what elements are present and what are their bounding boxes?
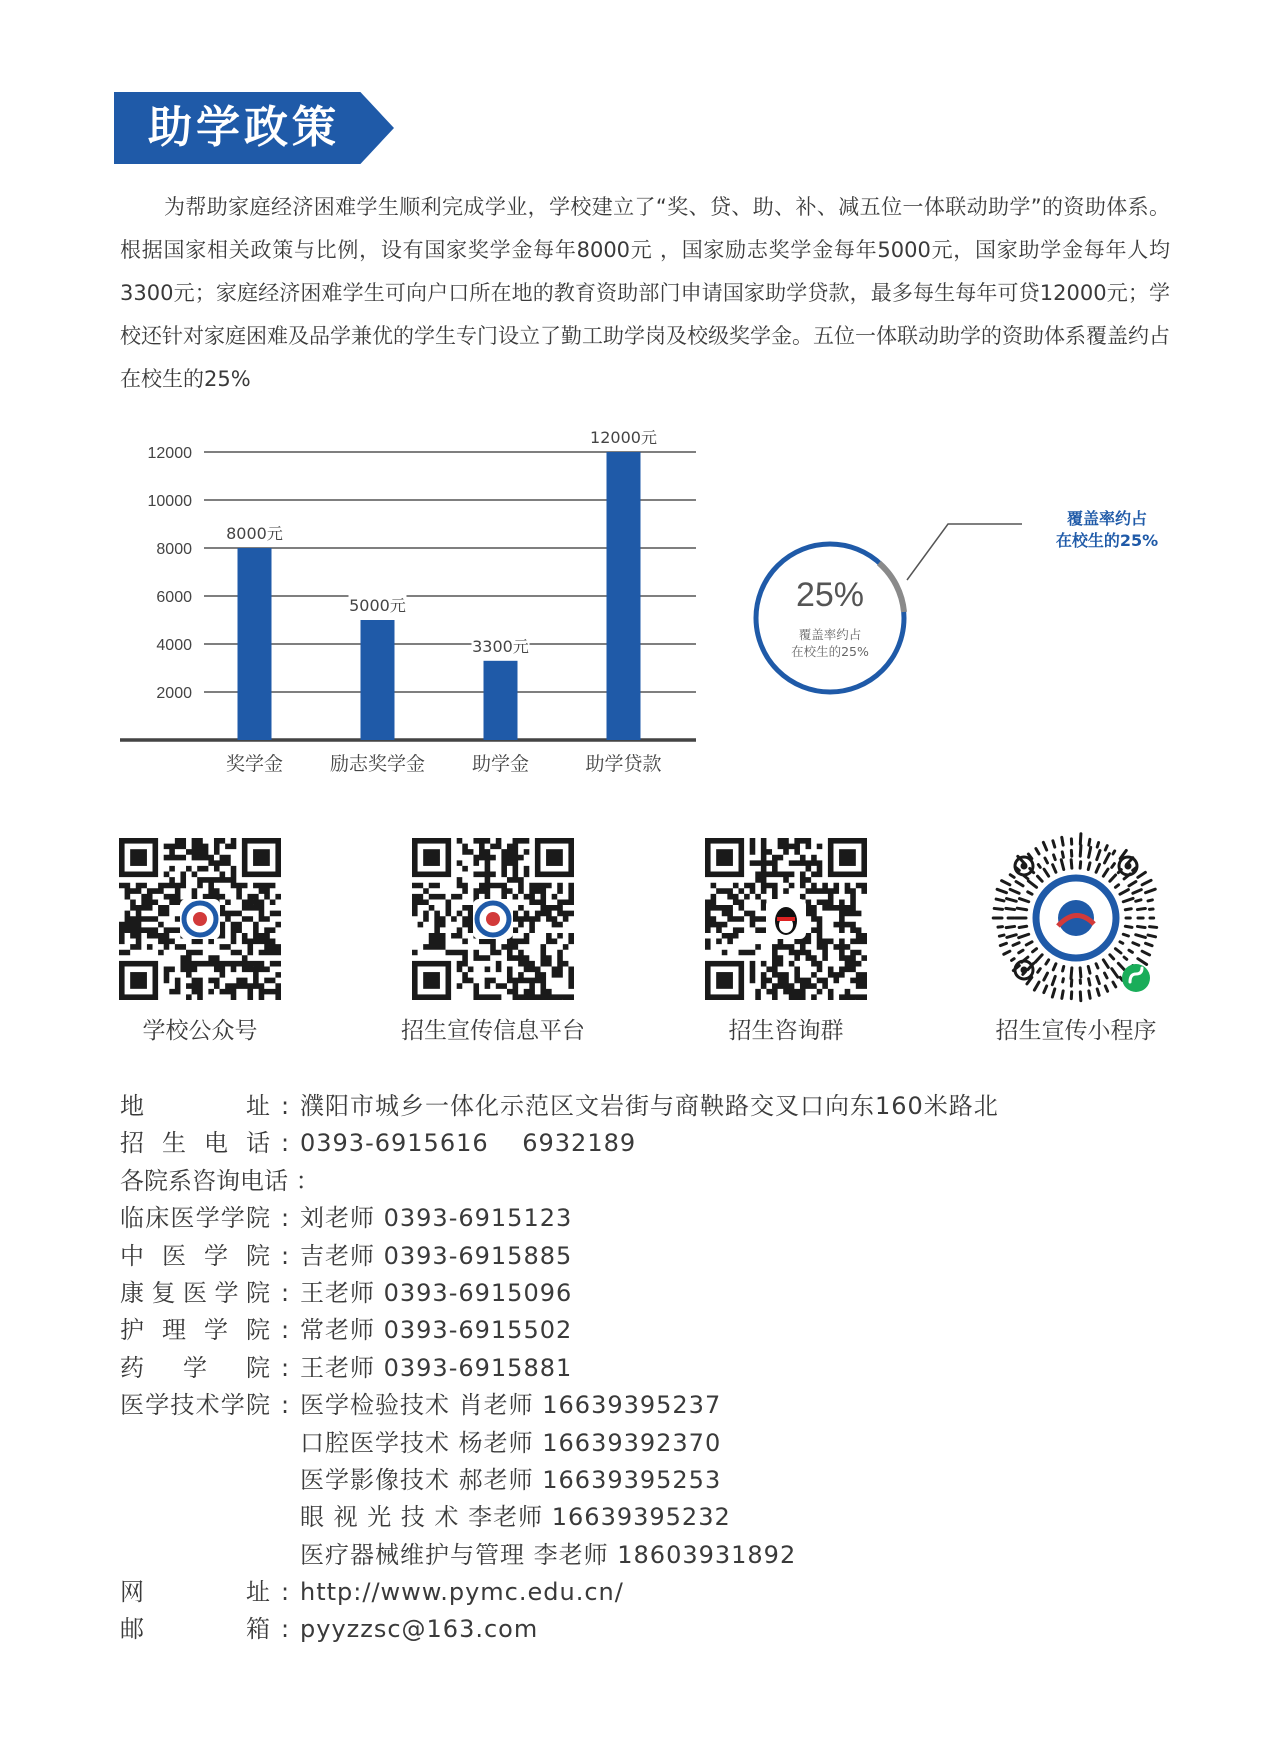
callout-line2: 在校生的25%	[1055, 531, 1159, 550]
qr-consult-group[interactable]	[666, 838, 906, 1045]
y-tick-label: 12000	[147, 445, 192, 462]
sun-code-ray	[1146, 943, 1153, 945]
y-tick-label: 10000	[147, 493, 192, 510]
sun-code-ray	[1138, 872, 1146, 877]
tech-sub-row	[120, 1462, 1220, 1499]
sun-code-ray	[1028, 881, 1036, 887]
email-key: 邮箱	[120, 1615, 270, 1644]
qr-mini-program[interactable]	[956, 838, 1196, 1045]
sun-code-ray	[1105, 854, 1110, 863]
sun-code-ray	[1088, 863, 1090, 870]
sun-code-ray	[1129, 882, 1136, 886]
sun-code-ray	[1110, 955, 1114, 959]
sun-code-ray	[994, 908, 1002, 909]
sun-code-ray	[1080, 862, 1081, 868]
sun-code-ray	[1080, 845, 1081, 856]
address-value: 濮阳市城乡一体化示范区文岩街与商鞅路交叉口向东160米路北	[300, 1092, 999, 1120]
sun-code-ray	[1113, 982, 1116, 987]
bar-chart-svg	[120, 418, 720, 790]
dept-row: 护理学院 : 常老师 0393-6915502	[120, 1312, 1220, 1349]
callout-line1: 覆盖率约占	[1066, 509, 1147, 528]
sun-code-ray	[1137, 926, 1145, 927]
sun-code-ray	[1088, 966, 1090, 973]
dept-value: 医学检验技术 肖老师 16639395237	[300, 1391, 722, 1420]
section-title: 助学政策	[148, 102, 340, 153]
sun-code-ray	[1016, 882, 1023, 886]
dept-header: 各院系咨询电话 ：	[120, 1166, 320, 1195]
bar	[607, 452, 641, 740]
contact-email: 邮箱 : pyyzzsc@163.com	[120, 1611, 1220, 1648]
dept-key: 医学技术学院	[120, 1391, 270, 1420]
dept-value: 吉老师 0393-6915885	[300, 1241, 573, 1270]
sun-code-ray	[1123, 898, 1133, 901]
dept-value: 刘老师 0393-6915123	[300, 1204, 573, 1233]
sun-code-ray	[1097, 976, 1100, 983]
bar	[484, 661, 518, 740]
sun-code-ray	[1052, 989, 1054, 997]
dept-row: 药学院 : 王老师 0393-6915881	[120, 1350, 1220, 1387]
sun-code-ray	[1080, 968, 1081, 977]
sun-code-ray	[1097, 843, 1098, 848]
dept-value: 常老师 0393-6915502	[300, 1316, 573, 1345]
sun-code-ray	[1063, 966, 1064, 970]
sun-code-ray	[997, 889, 1006, 892]
sun-code-ray	[1097, 851, 1100, 860]
y-tick-label: 8000	[156, 541, 192, 558]
sun-code-ray	[1124, 957, 1127, 959]
coverage-callout	[1032, 508, 1182, 552]
sun-code-ray	[1112, 864, 1115, 868]
sun-code-ray	[1054, 855, 1056, 860]
qq-group-qr-icon	[705, 838, 867, 1000]
sun-code-ray	[1034, 982, 1039, 990]
sun-code-ray	[1062, 837, 1063, 845]
sun-code-ray	[1007, 899, 1017, 902]
sun-code-ray	[1017, 908, 1026, 910]
qr-finder-core	[546, 849, 563, 866]
sun-code-ray	[1125, 926, 1132, 927]
sun-code-ray	[1123, 934, 1128, 936]
sun-code-ray	[1007, 935, 1016, 938]
sun-code-ray	[1113, 851, 1115, 854]
sun-code-ray	[1149, 927, 1156, 928]
sun-code-ray	[1044, 973, 1048, 980]
sun-code-ray	[1148, 935, 1156, 937]
dept-value: 王老师 0393-6915096	[300, 1278, 573, 1307]
coverage-caption-line2: 在校生的25%	[791, 644, 869, 659]
sun-code-ray	[1097, 989, 1099, 995]
sun-code-ray	[1120, 890, 1128, 895]
sun-code-ray	[1089, 979, 1090, 985]
tech-sub-value: 眼 视 光 技 术 李老师 16639395232	[300, 1503, 731, 1532]
bar	[238, 548, 272, 740]
sun-code-ray	[1105, 973, 1108, 978]
qr-finder-core	[253, 849, 270, 866]
sun-code-ray	[1006, 926, 1014, 927]
sun-code-ray	[1013, 943, 1019, 946]
sun-code-ray	[1046, 960, 1049, 964]
sun-code-ray	[1062, 991, 1063, 998]
y-tick-label: 6000	[156, 589, 192, 606]
qr-finder-core	[423, 849, 440, 866]
sun-code-ray	[996, 899, 1004, 901]
dept-row: 临床医学学院 : 刘老师 0393-6915123	[120, 1200, 1220, 1237]
sun-code-ray	[1148, 900, 1152, 901]
website-key: 网址	[120, 1578, 270, 1607]
sun-code-ray	[1105, 846, 1107, 850]
sun-code-ray	[1019, 950, 1023, 953]
sun-code-ray	[1142, 951, 1149, 955]
sun-code-finder-dot	[1021, 863, 1028, 870]
phone-value[interactable]: 0393-6915616 6932189	[300, 1129, 637, 1158]
sun-code-ray	[1061, 860, 1063, 870]
sun-code-ray	[1112, 969, 1118, 978]
data-label: 3300元	[472, 636, 529, 656]
sun-code-ray	[1142, 880, 1151, 884]
sun-code-ray	[1053, 841, 1055, 847]
x-tick-label: 励志奖学金	[329, 753, 426, 775]
sun-code-ray	[1105, 986, 1107, 991]
sun-code-ray	[1019, 899, 1028, 902]
school-logo-core	[193, 912, 207, 926]
sun-code-ray	[1133, 890, 1141, 894]
address-key: 地址	[120, 1092, 270, 1120]
sun-code-ray	[1138, 959, 1147, 965]
sun-code-ray	[1133, 943, 1139, 946]
sun-code-ray	[1010, 875, 1014, 878]
sun-code-finder-dot	[1021, 967, 1028, 974]
y-tick-label: 2000	[156, 685, 192, 702]
sun-code-ray	[1002, 881, 1010, 885]
sun-code-ray	[1043, 842, 1046, 850]
qr-finder-core	[716, 849, 733, 866]
sun-code-ray	[1038, 876, 1043, 881]
tech-sub-value: 医学影像技术 郝老师 16639395253	[300, 1465, 722, 1494]
sun-code-ray	[1089, 847, 1091, 857]
contact-address: 地址 : 濮阳市城乡一体化示范区文岩街与商鞅路交叉口向东160米路北	[120, 1088, 1220, 1125]
sun-code-ray	[1103, 960, 1108, 968]
mini-program-badge-icon	[1122, 964, 1150, 992]
email-link[interactable]: pyyzzsc@163.com	[300, 1615, 539, 1644]
sun-code-ray	[1096, 864, 1099, 872]
coverage-caption-line1: 覆盖率约占	[798, 627, 862, 642]
sun-code-ray	[1096, 964, 1098, 968]
x-tick-label: 助学金	[471, 753, 530, 775]
sun-code-ray	[1026, 942, 1032, 945]
sun-code-ray	[1028, 892, 1032, 894]
sun-code-ray	[1004, 951, 1010, 954]
sun-code-finder-dot	[1125, 863, 1132, 870]
qr-finder-core	[716, 972, 733, 989]
coverage-percent: 25%	[795, 576, 865, 614]
sun-code-ray	[1071, 968, 1072, 979]
sun-code-ray	[1103, 869, 1108, 876]
qr-finder-core	[423, 972, 440, 989]
qr-code-icon	[412, 838, 574, 1000]
sun-code-ray	[1044, 986, 1047, 993]
sun-code-ray	[1118, 963, 1124, 969]
sun-code-ray	[1120, 942, 1123, 944]
sun-code-ray	[1080, 992, 1081, 1001]
y-tick-label: 4000	[156, 637, 192, 654]
tech-sub-value: 医疗器械维护与管理 李老师 18603931892	[300, 1540, 797, 1569]
sun-code-ray	[1115, 949, 1121, 953]
sun-code-ray	[1089, 839, 1090, 845]
contact-phone: 招生电话 : 0393-6915616 6932189	[120, 1125, 1220, 1162]
sun-code-ray	[1036, 849, 1039, 854]
qr-admission-platform[interactable]	[373, 838, 613, 1045]
sun-code-ray	[1019, 934, 1029, 937]
tech-sub-row	[120, 1425, 1220, 1462]
phone-key: 招生电话	[120, 1129, 270, 1158]
sun-code-ray	[1136, 900, 1141, 901]
contact-info	[120, 1088, 1220, 1649]
dept-row: 康复医学院 : 王老师 0393-6915096	[120, 1275, 1220, 1312]
tech-sub-value: 口腔医学技术 杨老师 16639392370	[300, 1428, 722, 1457]
sun-code-ray	[1033, 949, 1037, 952]
bar	[361, 620, 395, 740]
sun-code-ray	[1063, 979, 1064, 982]
dept-key: 中医学院	[120, 1241, 270, 1270]
website-link[interactable]: http://www.pymc.edu.cn/	[300, 1578, 624, 1607]
data-label: 5000元	[349, 596, 406, 615]
x-tick-label: 奖学金	[225, 753, 284, 775]
tech-sub-row	[120, 1499, 1220, 1536]
qr-label-school-account: 学校公众号	[142, 1018, 258, 1044]
dept-key: 康复医学院	[120, 1278, 270, 1307]
sun-code-ray	[1146, 889, 1156, 893]
sun-code-ray	[1052, 976, 1055, 984]
sun-code-ray	[1080, 834, 1081, 844]
dept-key: 护理学院	[120, 1316, 270, 1345]
sun-code-ray	[1125, 909, 1131, 910]
dept-key: 药学院	[120, 1353, 270, 1382]
data-label: 8000元	[226, 524, 283, 543]
contact-website: 网址 : http://www.pymc.edu.cn/	[120, 1574, 1220, 1611]
qr-finder-core	[130, 849, 147, 866]
aid-bar-chart	[120, 418, 720, 790]
dept-key: 临床医学学院	[120, 1204, 270, 1233]
sun-code-ray	[1044, 869, 1049, 876]
qr-code-icon	[119, 838, 281, 1000]
dept-value: 王老师 0393-6915881	[300, 1353, 573, 1382]
tech-sub-row	[120, 1537, 1220, 1574]
data-label: 12000元	[590, 428, 657, 447]
sun-code-ray	[1000, 943, 1006, 945]
sun-code-ray	[1089, 991, 1090, 998]
sun-code-ray	[1053, 964, 1056, 970]
sun-code-ray	[1136, 935, 1146, 938]
callout-leader-line	[907, 524, 1022, 580]
qr-label-mini-program: 招生宣传小程序	[995, 1018, 1157, 1044]
dept-row: 医学技术学院 : 医学检验技术 肖老师 16639395237	[120, 1387, 1220, 1424]
mini-program-code-icon	[986, 828, 1166, 1008]
sun-code-ray	[1115, 885, 1118, 887]
sun-code-ray	[1010, 889, 1019, 893]
qr-finder-core	[839, 849, 856, 866]
sun-code-ray	[1035, 955, 1042, 962]
qr-finder-core	[130, 972, 147, 989]
x-tick-label: 助学贷款	[585, 753, 662, 775]
sun-code-ray	[999, 935, 1004, 936]
sun-code-ray	[998, 927, 1003, 928]
dept-row: 中医学院 : 吉老师 0393-6915885	[120, 1238, 1220, 1275]
qr-label-admission-platform: 招生宣传信息平台	[401, 1018, 585, 1044]
sun-code-ray	[1038, 865, 1040, 868]
coverage-ring-group	[752, 500, 1172, 710]
sun-code-ray	[1062, 852, 1063, 857]
sun-code-ray	[1045, 858, 1048, 863]
school-logo-core	[486, 912, 500, 926]
sun-code-ray	[1019, 926, 1027, 927]
sun-code-ray	[1110, 875, 1116, 881]
coverage-caption	[752, 626, 908, 660]
penguin-scarf	[777, 917, 795, 921]
sun-code-ray	[1038, 969, 1041, 973]
sun-code-ray	[1129, 950, 1132, 952]
sun-code-ray	[1071, 860, 1072, 868]
sun-code-ray	[1053, 865, 1056, 873]
sun-code-ray	[1012, 959, 1015, 961]
sun-code-ray	[1006, 908, 1015, 909]
sun-code-ray	[1137, 908, 1145, 909]
qr-label-consult-group: 招生咨询群	[728, 1018, 844, 1044]
intro-paragraph: 为帮助家庭经济困难学生顺利完成学业，学校建立了“奖、贷、助、补、减五位一体联动助学”的资助体系。根据国家相关政策与比例，设有国家奖学金每年8000元 ，国家励志奖学金每年5000元，国家助学金每年人均3300元；家庭经济困难学生可向户口所在地的教育资助部门申请国家助学贷款，最多每生每年可贷12000元；学校还针对家庭困难及品学兼优的学生专门设立了勤工助学岗及校级奖学金。五位一体联动助学的资助体系覆盖约占在校生的25%	[120, 195, 1170, 391]
qr-school-account[interactable]	[80, 838, 320, 1045]
